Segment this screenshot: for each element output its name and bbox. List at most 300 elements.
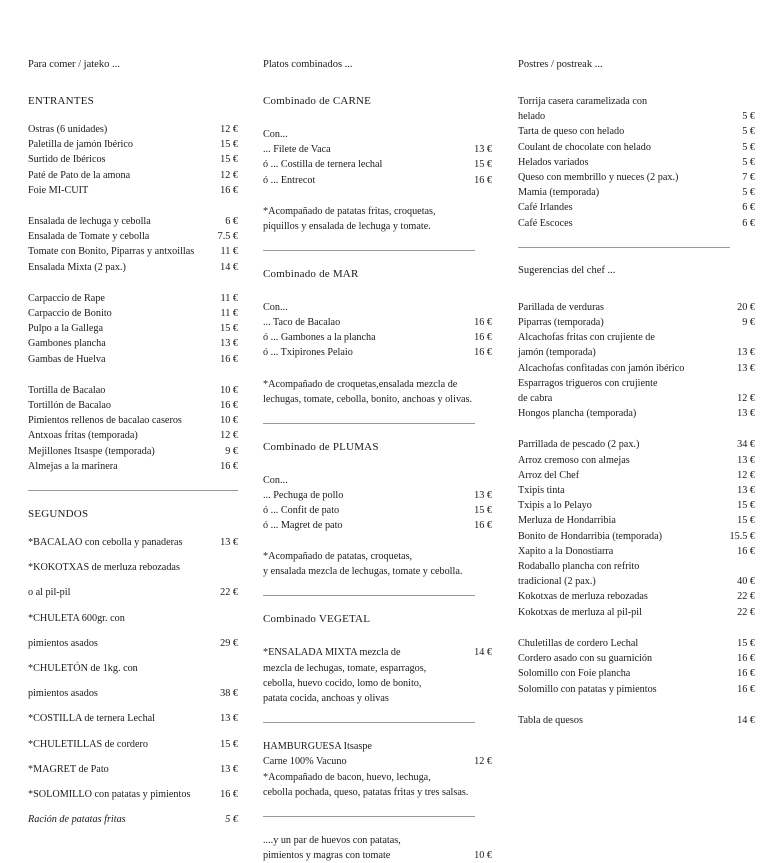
item-name: Torrija casera caramelizada con	[518, 96, 648, 107]
item-name: Esparragos trigueros con crujiente	[518, 377, 658, 389]
item-name-cont: de cabra	[518, 393, 553, 405]
menu-item	[263, 754, 492, 769]
con-label-text: Con...	[263, 474, 288, 486]
item-price: 22 €	[220, 587, 238, 599]
menu-item-line	[263, 676, 492, 691]
item-name: Kokotxas de merluza al pil-pil	[518, 606, 642, 618]
item-price: 38 €	[220, 688, 238, 700]
menu-item	[518, 453, 755, 468]
item-name: *COSTILLA de ternera Lechal	[28, 713, 156, 725]
item-name: Mamia (temporada)	[518, 187, 600, 199]
item-name: Almejas a la marinera	[28, 460, 118, 472]
menu-item	[28, 260, 238, 275]
item-price: 16 €	[737, 653, 755, 665]
note-line: lechugas, tomate, cebolla, bonito, anchoas y olivas.	[263, 393, 473, 405]
item-price: 13 €	[737, 362, 755, 374]
section-divider	[518, 247, 730, 248]
item-price: 5 €	[742, 141, 755, 153]
menu-item	[518, 170, 755, 185]
menu-item	[518, 216, 755, 231]
menu-item	[518, 513, 755, 528]
menu-item	[518, 406, 755, 421]
item-price: 14 €	[220, 261, 238, 273]
menu-item	[518, 651, 755, 666]
item-name: Ensalada de Tomate y cebolla	[28, 231, 150, 243]
menu-item	[28, 686, 238, 701]
item-name: ... Taco de Bacalao	[263, 317, 341, 329]
menu-item	[28, 336, 238, 351]
menu-item	[518, 529, 755, 544]
item-name: Bonito de Hondarribia (temporada)	[518, 530, 662, 542]
spacer	[263, 638, 492, 645]
item-name: Solomillo con patatas y pimientos	[518, 683, 657, 695]
item-price: 13 €	[737, 485, 755, 497]
item-name: Ración de patatas fritas	[28, 814, 126, 826]
con-label	[263, 127, 492, 142]
menu-item	[518, 300, 755, 315]
item-name: *SOLOMILLO con patatas y pimientos	[28, 789, 191, 801]
item-name: Tarta de queso con helado	[518, 126, 625, 138]
item-price: 10 €	[474, 850, 492, 862]
menu-item-line	[28, 560, 238, 575]
item-name: ... Pechuga de pollo	[263, 489, 344, 501]
item-price: 5 €	[742, 187, 755, 199]
menu-item-line	[518, 94, 755, 109]
item-price: 14 €	[737, 714, 755, 726]
item-price: 5 €	[742, 126, 755, 138]
item-price: 14 €	[474, 647, 492, 659]
menu-item	[28, 762, 238, 777]
item-name: Solomillo con Foie plancha	[518, 668, 631, 680]
item-name: Tabla de quesos	[518, 714, 583, 726]
item-price: 15 €	[474, 159, 492, 171]
item-price: 5 €	[225, 814, 238, 826]
menu-item	[263, 503, 492, 518]
menu-item	[518, 437, 755, 452]
item-name: Ensalada Mixta (2 pax.)	[28, 261, 126, 273]
item-name: Pimientos rellenos de bacalao caseros	[28, 415, 182, 427]
item-price: 22 €	[737, 606, 755, 618]
item-name: Xapito a la Donostiarra	[518, 545, 614, 557]
menu-item	[28, 636, 238, 651]
carne-options	[263, 127, 492, 188]
item-price: 7 €	[742, 172, 755, 184]
item-price: 20 €	[737, 301, 755, 313]
item-name-cont: jamón (temporada)	[518, 347, 596, 359]
item-price: 15.5 €	[729, 530, 755, 542]
item-price: 16 €	[737, 668, 755, 680]
menu-item	[518, 468, 755, 483]
item-price: 13 €	[220, 537, 238, 549]
item-name: *ENSALADA MIXTA mezcla de	[263, 647, 401, 659]
item-name: Parrillada de pescado (2 pax.)	[518, 439, 640, 451]
item-name: ó ... Costilla de ternera lechal	[263, 159, 383, 171]
menu-item-line	[263, 833, 492, 848]
item-price: 10 €	[220, 384, 238, 396]
item-price: 12 €	[474, 756, 492, 768]
item-name: ó ... Entrecot	[263, 174, 316, 186]
item-name: *KOKOTXAS de merluza rebozadas	[28, 562, 180, 574]
segundos-list	[28, 535, 238, 827]
item-name: ....y un par de huevos con patatas,	[263, 835, 401, 847]
menu-item-line	[518, 330, 755, 345]
menu-item	[28, 214, 238, 229]
menu-item	[28, 183, 238, 198]
item-price: 6 €	[742, 217, 755, 229]
item-price: 6 €	[742, 202, 755, 214]
item-price: 34 €	[737, 439, 755, 451]
item-price: 13 €	[220, 338, 238, 350]
item-name: Carpaccio de Bonito	[28, 308, 112, 320]
spacer	[263, 120, 492, 127]
item-price: 7.5 €	[217, 231, 238, 243]
item-name: Merluza de Hondarribia	[518, 515, 616, 527]
menu-columns	[0, 58, 768, 863]
item-name: ó ... Gambones a la plancha	[263, 332, 376, 344]
huevos-block	[263, 833, 492, 863]
item-price: 11 €	[220, 246, 238, 258]
entrantes-group-2	[28, 214, 238, 275]
item-name: Alcachofas confitadas con jamón ibérico	[518, 362, 685, 374]
item-name: Café Escoces	[518, 217, 573, 229]
menu-item	[28, 306, 238, 321]
note-line: piquillos y ensalada de lechuga y tomate.	[263, 220, 431, 232]
con-label	[263, 300, 492, 315]
item-name: Tortilla de Bacalao	[28, 384, 106, 396]
item-name: *CHULETA 600gr. con	[28, 612, 125, 624]
menu-item	[28, 383, 238, 398]
item-price: 13 €	[474, 144, 492, 156]
menu-item	[263, 645, 492, 660]
spacer	[263, 466, 492, 473]
item-name: Foie MI-CUIT	[28, 184, 89, 196]
item-price: 15 €	[737, 515, 755, 527]
spacer	[263, 533, 492, 549]
con-label	[263, 473, 492, 488]
note-line-row	[263, 770, 492, 785]
hamburguesa-block	[263, 739, 492, 800]
menu-item	[28, 459, 238, 474]
column-para-comer	[0, 58, 250, 863]
item-price: 15 €	[737, 500, 755, 512]
menu-item	[28, 229, 238, 244]
menu-item	[28, 812, 238, 827]
menu-item	[518, 682, 755, 697]
menu-item	[518, 200, 755, 215]
item-name: Gambas de Huelva	[28, 353, 106, 365]
item-name: Hongos plancha (temporada)	[518, 408, 637, 420]
item-name: Surtido de Ibéricos	[28, 154, 106, 166]
column-heading-para-comer: Para comer / jateko ...	[28, 59, 120, 70]
item-name-cont: mezcla de lechugas, tomate, esparragos,	[263, 662, 427, 674]
item-price: 12 €	[737, 469, 755, 481]
item-price: 29 €	[220, 637, 238, 649]
section-title-combinado-plumas: Combinado de PLUMAS	[263, 440, 379, 453]
menu-item	[518, 483, 755, 498]
item-name: *BACALAO con cebolla y panaderas	[28, 537, 183, 549]
item-name: ... Filete de Vaca	[263, 144, 331, 156]
section-divider	[263, 722, 475, 723]
section-title-entrantes: ENTRANTES	[28, 95, 94, 107]
item-name-cont: pimientos asados	[28, 637, 98, 649]
menu-item	[28, 321, 238, 336]
menu-item	[28, 291, 238, 306]
item-price: 13 €	[220, 713, 238, 725]
item-name: Tomate con Bonito, Piparras y antxoillas	[28, 246, 195, 258]
spacer	[518, 421, 755, 437]
menu-item	[28, 168, 238, 183]
menu-item	[518, 361, 755, 376]
menu-item	[518, 185, 755, 200]
item-price: 15 €	[474, 505, 492, 517]
item-price: 15 €	[737, 637, 755, 649]
item-price: 12 €	[737, 393, 755, 405]
menu-item	[518, 109, 755, 124]
note-line: *Acompañado de patatas fritas, croquetas,	[263, 205, 436, 217]
note-line: *Acompañado de bacon, huevo, lechuga,	[263, 771, 431, 783]
mar-note	[263, 377, 492, 407]
section-divider	[28, 490, 238, 491]
entrantes-group-3	[28, 291, 238, 367]
item-name-cont: helado	[518, 111, 546, 123]
item-name: Parillada de verduras	[518, 301, 604, 313]
item-price: 12 €	[220, 169, 238, 181]
item-name-cont: pimientos y magras con tomate	[263, 850, 391, 862]
menu-item	[28, 152, 238, 167]
item-price: 5 €	[742, 156, 755, 168]
spacer	[263, 188, 492, 204]
plumas-note	[263, 549, 492, 579]
section-title-sugerencias: Sugerencias del chef ...	[518, 264, 616, 276]
item-price: 10 €	[220, 415, 238, 427]
menu-item	[518, 140, 755, 155]
vegetal-item	[263, 645, 492, 706]
item-name: Carne 100% Vacuno	[263, 756, 347, 768]
chef-group-2	[518, 437, 755, 619]
item-price: 22 €	[737, 591, 755, 603]
spacer	[263, 293, 492, 300]
item-price: 16 €	[474, 520, 492, 532]
chef-group-3	[518, 636, 755, 697]
item-name: Arroz del Chef	[518, 469, 580, 481]
chef-group-1	[518, 300, 755, 422]
spacer	[28, 275, 238, 291]
item-price: 16 €	[220, 460, 238, 472]
item-name: HAMBURGUESA Itsaspe	[263, 741, 372, 753]
item-price: 16 €	[474, 174, 492, 186]
menu-item	[28, 711, 238, 726]
menu-item	[263, 330, 492, 345]
item-name: Cordero asado con su guarnición	[518, 653, 653, 665]
item-price: 16 €	[220, 353, 238, 365]
menu-item	[518, 498, 755, 513]
chef-group-4	[518, 713, 755, 728]
item-name: Piparras (temporada)	[518, 317, 604, 329]
section-title-combinado-vegetal: Combinado VEGETAL	[263, 613, 371, 626]
menu-item-line	[28, 611, 238, 626]
item-price: 40 €	[737, 576, 755, 588]
item-price: 5 €	[742, 111, 755, 123]
item-name: *MAGRET de Pato	[28, 763, 109, 775]
item-price: 9 €	[225, 445, 238, 457]
item-price: 16 €	[220, 789, 238, 801]
item-name: Gambones plancha	[28, 338, 106, 350]
item-name: Paletilla de jamón Ibérico	[28, 139, 133, 151]
item-name-cont: cebolla, huevo cocido, lomo de bonito,	[263, 677, 422, 689]
item-name: Txipis a lo Pelayo	[518, 500, 592, 512]
menu-item	[518, 544, 755, 559]
item-price: 16 €	[737, 683, 755, 695]
item-price: 16 €	[220, 400, 238, 412]
menu-item	[263, 345, 492, 360]
menu-item	[28, 413, 238, 428]
item-price: 12 €	[220, 430, 238, 442]
item-name: ó ... Txipirones Pelaio	[263, 347, 353, 359]
item-price: 16 €	[220, 184, 238, 196]
item-name: Mejillones Itsaspe (temporada)	[28, 445, 155, 457]
item-name: ó ... Confit de pato	[263, 505, 340, 517]
item-price: 15 €	[220, 738, 238, 750]
menu-item-line	[518, 376, 755, 391]
item-price: 16 €	[474, 347, 492, 359]
note-line-row	[263, 785, 492, 800]
menu-item	[263, 157, 492, 172]
item-price: 11 €	[220, 292, 238, 304]
carne-note	[263, 204, 492, 234]
section-title-segundos: SEGUNDOS	[28, 508, 89, 521]
item-price: 15 €	[220, 154, 238, 166]
item-name: Café Irlandes	[518, 202, 573, 214]
menu-item	[28, 535, 238, 550]
item-name: Ostras (6 unidades)	[28, 124, 108, 135]
entrantes-group-4	[28, 383, 238, 474]
menu-item	[28, 787, 238, 802]
menu-item	[28, 244, 238, 259]
item-name: Coulant de chocolate con helado	[518, 141, 651, 153]
item-name: Pulpo a la Gallega	[28, 323, 103, 335]
menu-item	[28, 428, 238, 443]
item-name-cont: o al pil-pil	[28, 587, 71, 599]
column-heading-platos-combinados: Platos combinados ...	[263, 59, 353, 70]
menu-item	[518, 666, 755, 681]
column-platos-combinados	[250, 58, 505, 863]
burger-title	[263, 739, 492, 754]
note-line: *Acompañado de croquetas,ensalada mezcla de	[263, 378, 458, 390]
item-name: Chuletillas de cordero Lechal	[518, 637, 639, 649]
item-price: 13 €	[474, 489, 492, 501]
menu-item	[518, 391, 755, 406]
section-title-combinado-mar: Combinado de MAR	[263, 267, 359, 280]
menu-item	[28, 444, 238, 459]
plumas-options	[263, 473, 492, 534]
menu-item-line	[518, 559, 755, 574]
item-name: Tortillón de Bacalao	[28, 400, 112, 412]
spacer	[263, 361, 492, 377]
item-price: 16 €	[474, 332, 492, 344]
menu-item	[518, 713, 755, 728]
item-price: 13 €	[737, 454, 755, 466]
menu-item	[263, 488, 492, 503]
menu-item	[28, 122, 238, 137]
item-price: 12 €	[220, 124, 238, 135]
item-name: Carpaccio de Rape	[28, 292, 105, 304]
menu-item	[263, 173, 492, 188]
menu-item-line	[263, 691, 492, 706]
item-name: Kokotxas de merluza rebozadas	[518, 591, 648, 603]
menu-item-line	[28, 661, 238, 676]
menu-item	[518, 315, 755, 330]
entrantes-group-1	[28, 122, 238, 198]
menu-item	[518, 605, 755, 620]
section-divider	[263, 250, 475, 251]
menu-item	[28, 398, 238, 413]
item-name: Rodaballo plancha con refrito	[518, 561, 640, 573]
item-name: Helados variados	[518, 156, 589, 168]
menu-item	[28, 352, 238, 367]
menu-item	[28, 737, 238, 752]
item-price: 6 €	[225, 216, 238, 228]
item-name: *CHULETÓN de 1kg. con	[28, 663, 138, 675]
menu-item	[518, 636, 755, 651]
menu-item	[263, 848, 492, 863]
spacer	[518, 620, 755, 636]
menu-item	[263, 518, 492, 533]
item-name-cont: patata cocida, anchoas y olivas	[263, 693, 389, 705]
item-name: Alcachofas fritas con crujiente de	[518, 332, 655, 344]
item-name: Ensalada de lechuga y cebolla	[28, 216, 151, 228]
column-heading-postres: Postres / postreak ...	[518, 59, 603, 70]
item-price: 13 €	[737, 347, 755, 359]
con-label-text: Con...	[263, 301, 288, 313]
menu-item	[518, 124, 755, 139]
postres-list	[518, 94, 755, 231]
item-price: 13 €	[737, 408, 755, 420]
item-price: 15 €	[220, 323, 238, 335]
menu-item	[518, 574, 755, 589]
item-price: 16 €	[737, 545, 755, 557]
section-divider	[263, 423, 475, 424]
item-name: Antxoas fritas (temporada)	[28, 430, 138, 442]
section-divider	[263, 595, 475, 596]
item-price: 9 €	[742, 317, 755, 329]
item-name: Queso con membrillo y nueces (2 pax.)	[518, 172, 679, 184]
item-price: 13 €	[220, 763, 238, 775]
menu-item	[263, 315, 492, 330]
item-name: Txipis tinta	[518, 485, 565, 497]
menu-item	[263, 142, 492, 157]
item-name: *CHULETILLAS de cordero	[28, 738, 148, 750]
item-name-cont: pimientos asados	[28, 688, 98, 700]
spacer	[28, 198, 238, 214]
note-line: y ensalada mezcla de lechugas, tomate y cebolla.	[263, 566, 463, 578]
item-name: Arroz cremoso con almejas	[518, 454, 630, 466]
item-name: Paté de Pato de la amona	[28, 169, 131, 181]
menu-item	[518, 589, 755, 604]
item-price: 11 €	[220, 308, 238, 320]
item-price: 16 €	[474, 317, 492, 329]
item-price: 15 €	[220, 139, 238, 151]
item-name: ó ... Magret de pato	[263, 520, 343, 532]
note-line: *Acompañado de patatas, croquetas,	[263, 551, 413, 563]
con-label-text: Con...	[263, 129, 288, 140]
item-name-cont: tradicional (2 pax.)	[518, 576, 596, 588]
column-postres	[505, 58, 768, 863]
note-line: cebolla pochada, queso, patatas fritas y tres salsas.	[263, 786, 469, 798]
section-title-combinado-carne: Combinado de CARNE	[263, 95, 372, 107]
menu-item-line	[263, 661, 492, 676]
menu-item	[518, 155, 755, 170]
menu-item	[518, 345, 755, 360]
